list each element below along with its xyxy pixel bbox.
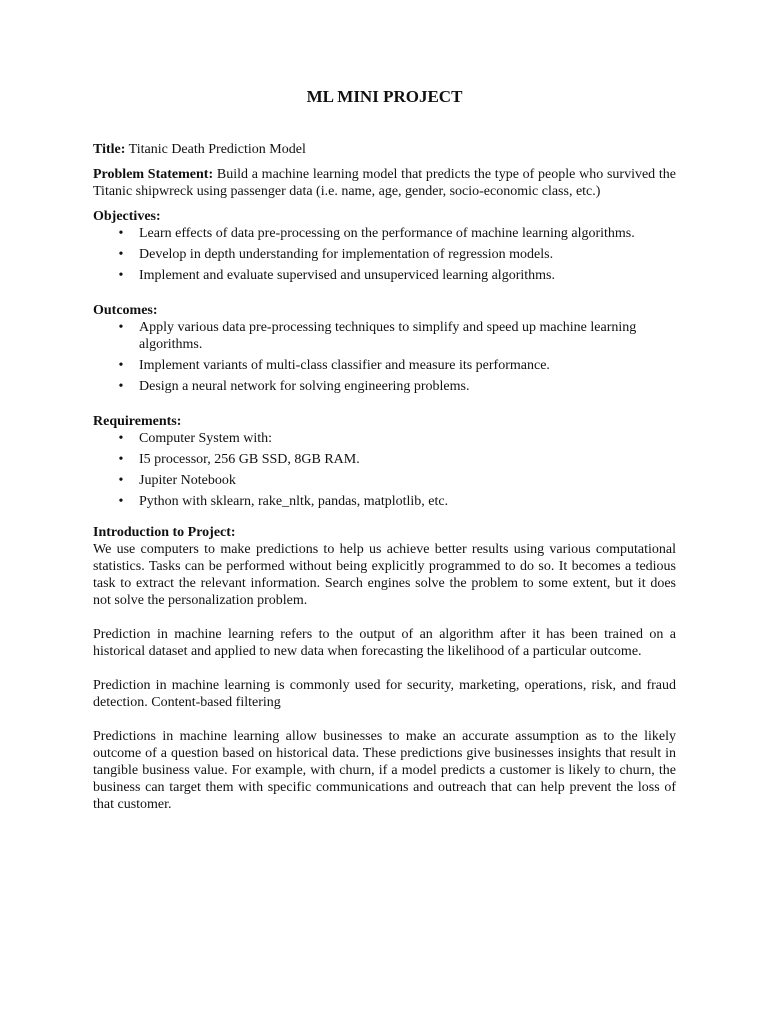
- introduction-heading: Introduction to Project:: [93, 525, 236, 540]
- bullet-icon: •: [118, 247, 124, 262]
- bullet-icon: •: [118, 358, 124, 373]
- bullet-icon: •: [118, 379, 124, 394]
- requirement-text: Jupiter Notebook: [139, 473, 236, 488]
- objectives-list: [93, 225, 676, 284]
- title-label: Title:: [93, 142, 126, 157]
- introduction-paragraph: Prediction in machine learning is commonly used for security, marketing, operations, risk, and fraud detection. Content-based filtering: [93, 678, 676, 710]
- bullet-icon: •: [118, 268, 124, 283]
- outcome-item: [93, 378, 676, 395]
- outcomes-heading: Outcomes:: [93, 303, 158, 318]
- objectives-heading: Objectives:: [93, 209, 161, 224]
- requirement-text: I5 processor, 256 GB SSD, 8GB RAM.: [139, 452, 360, 467]
- outcomes-list: [93, 319, 676, 395]
- requirement-text: Python with sklearn, rake_nltk, pandas, matplotlib, etc.: [139, 494, 449, 509]
- outcome-text: Design a neural network for solving engineering problems.: [139, 379, 470, 394]
- objective-text: Develop in depth understanding for implementation of regression models.: [139, 247, 554, 262]
- introduction-paragraph: Predictions in machine learning allow businesses to make an accurate assumption as to the likely outcome of a question based on historical data. These predictions give businesses insights that result in tangible business value. For example, with churn, if a model predicts a customer is likely to churn, the business can target them with specific communications and outreach that can help prevent the loss of that customer.: [93, 729, 676, 812]
- outcome-item: [93, 357, 676, 374]
- document-title: ML MINI PROJECT: [306, 87, 463, 106]
- objective-text: Learn effects of data pre-processing on the performance of machine learning algorithms.: [139, 226, 635, 241]
- objective-item: [93, 246, 676, 263]
- problem-statement-text: Build a machine learning model that predicts the type of people who survived the Titanic shipwreck using passenger data (i.e. name, age, gender, socio-economic class, etc.): [93, 167, 677, 199]
- paragraph-spacer: [93, 711, 676, 728]
- bullet-icon: •: [118, 494, 124, 509]
- bullet-icon: •: [118, 452, 124, 467]
- requirement-item: [93, 430, 676, 447]
- outcome-text: Implement variants of multi-class classifier and measure its performance.: [139, 358, 550, 373]
- objective-item: [93, 267, 676, 284]
- requirements-heading: Requirements:: [93, 414, 182, 429]
- project-title: [93, 141, 676, 158]
- introduction-paragraph: Prediction in machine learning refers to the output of an algorithm after it has been trained on a historical dataset and applied to new data when forecasting the likelihood of a particular outcome.: [93, 627, 676, 659]
- paragraph-spacer: [93, 609, 676, 626]
- problem-statement-label: Problem Statement:: [93, 167, 214, 182]
- outcome-item: [93, 319, 676, 353]
- bullet-icon: •: [118, 431, 124, 446]
- problem-statement: [93, 166, 676, 200]
- bullet-icon: •: [118, 320, 124, 335]
- requirement-item: [93, 493, 676, 510]
- outcomes-section: [93, 302, 676, 395]
- objectives-section: [93, 208, 676, 284]
- paragraph-spacer: [93, 660, 676, 677]
- bullet-icon: •: [118, 226, 124, 241]
- introduction-paragraph: We use computers to make predictions to help us achieve better results using various computational statistics. Tasks can be performed without being explicitly programmed to do so. It becomes a tedious task to extract the relevant information. Search engines solve the problem to some extent, but it does not solve the personalization problem.: [93, 542, 676, 608]
- bullet-icon: •: [118, 473, 124, 488]
- requirements-section: [93, 413, 676, 510]
- requirements-list: [93, 430, 676, 510]
- outcome-text: Apply various data pre-processing techniques to simplify and speed up machine learning algorithms.: [139, 320, 637, 352]
- requirement-item: [93, 451, 676, 468]
- objective-item: [93, 225, 676, 242]
- objective-text: Implement and evaluate supervised and unsuperviced learning algorithms.: [139, 268, 555, 283]
- requirement-text: Computer System with:: [139, 431, 272, 446]
- introduction-section: [93, 524, 676, 813]
- title-value: Titanic Death Prediction Model: [128, 142, 306, 157]
- requirement-item: [93, 472, 676, 489]
